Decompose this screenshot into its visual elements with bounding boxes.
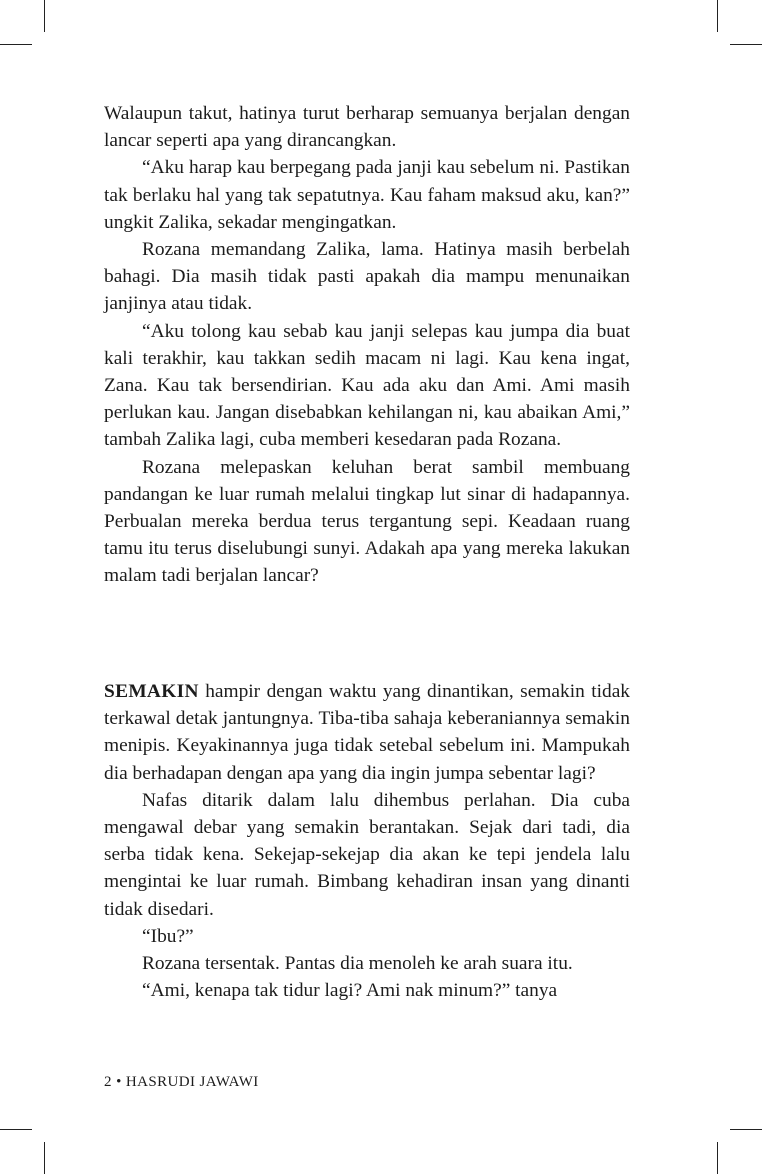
paragraph: Rozana tersentak. Pantas dia menoleh ke arah suara itu. xyxy=(142,953,573,975)
footer-separator: • xyxy=(116,1074,122,1090)
paragraph: Nafas ditarik dalam lalu dihembus perlahan. Dia cuba mengawal debar yang semakin berantakan. Sejak dari tadi, dia serba tidak kena. Sekejap-sekejap dia akan ke tepi jendela lalu mengintai ke luar rumah. Bimbang kehadiran insan yang dinanti tidak disedari. xyxy=(104,789,630,920)
crop-mark-top-right-v xyxy=(717,0,718,32)
paragraph: Rozana memandang Zalika, lama. Hatinya masih berbelah bahagi. Dia masih tidak pasti apakah dia mampu menunaikan janjinya atau tidak. xyxy=(104,239,630,315)
section-lead-word: SEMAKIN xyxy=(104,681,199,702)
paragraph: “Ami, kenapa tak tidur lagi? Ami nak minum?” tanya xyxy=(142,980,558,1002)
section-opening-paragraph xyxy=(104,678,630,787)
paragraph: “Ibu?” xyxy=(142,925,194,947)
paragraph: “Aku tolong kau sebab kau janji selepas kau jumpa dia buat kali terakhir, kau takkan sedih macam ni lagi. Kau kena ingat, Zana. Kau tak bersendirian. Kau ada aku dan Ami. Ami masih perlukan kau. Jangan disebabkan kehilangan ni, kau abaikan Ami,” tambah Zalika lagi, cuba memberi kesedaran pada Rozana. xyxy=(104,320,630,451)
paragraph: Rozana melepaskan keluhan berat sambil membuang pandangan ke luar rumah melalui tingkap lut sinar di hadapannya. Perbualan mereka berdua terus tergantung sepi. Keadaan ruang tamu itu terus diselubungi sunyi. Adakah apa yang mereka lakukan malam tadi berjalan lancar? xyxy=(104,456,630,587)
page-number: 2 xyxy=(104,1074,112,1090)
section-2 xyxy=(104,678,630,1004)
section-lead-text: hampir dengan waktu yang dinantikan, semakin tidak terkawal detak jantungnya. Tiba-tiba sahaja keberaniannya semakin menipis. Keyakinannya juga tidak setebal sebelum ini. Mampukah dia berhadapan dengan apa yang dia ingin jumpa sebentar lagi? xyxy=(104,681,630,784)
paragraph: “Aku harap kau berpegang pada janji kau sebelum ni. Pastikan tak berlaku hal yang tak sepatutnya. Kau faham maksud aku, kan?” ungkit Zalika, sekadar mengingatkan. xyxy=(104,157,630,233)
crop-mark-top-left-v xyxy=(44,0,45,32)
crop-mark-top-right-h xyxy=(730,44,762,45)
crop-mark-bottom-left-v xyxy=(44,1142,45,1174)
page-footer xyxy=(104,1074,259,1091)
crop-mark-bottom-right-v xyxy=(717,1142,718,1174)
section-1 xyxy=(104,100,630,590)
crop-mark-top-left-h xyxy=(0,44,32,45)
footer-author: HASRUDI JAWAWI xyxy=(125,1074,259,1090)
crop-mark-bottom-left-h xyxy=(0,1129,32,1130)
crop-mark-bottom-right-h xyxy=(730,1129,762,1130)
paragraph: Walaupun takut, hatinya turut berharap semuanya berjalan dengan lancar seperti apa yang dirancangkan. xyxy=(104,103,630,152)
